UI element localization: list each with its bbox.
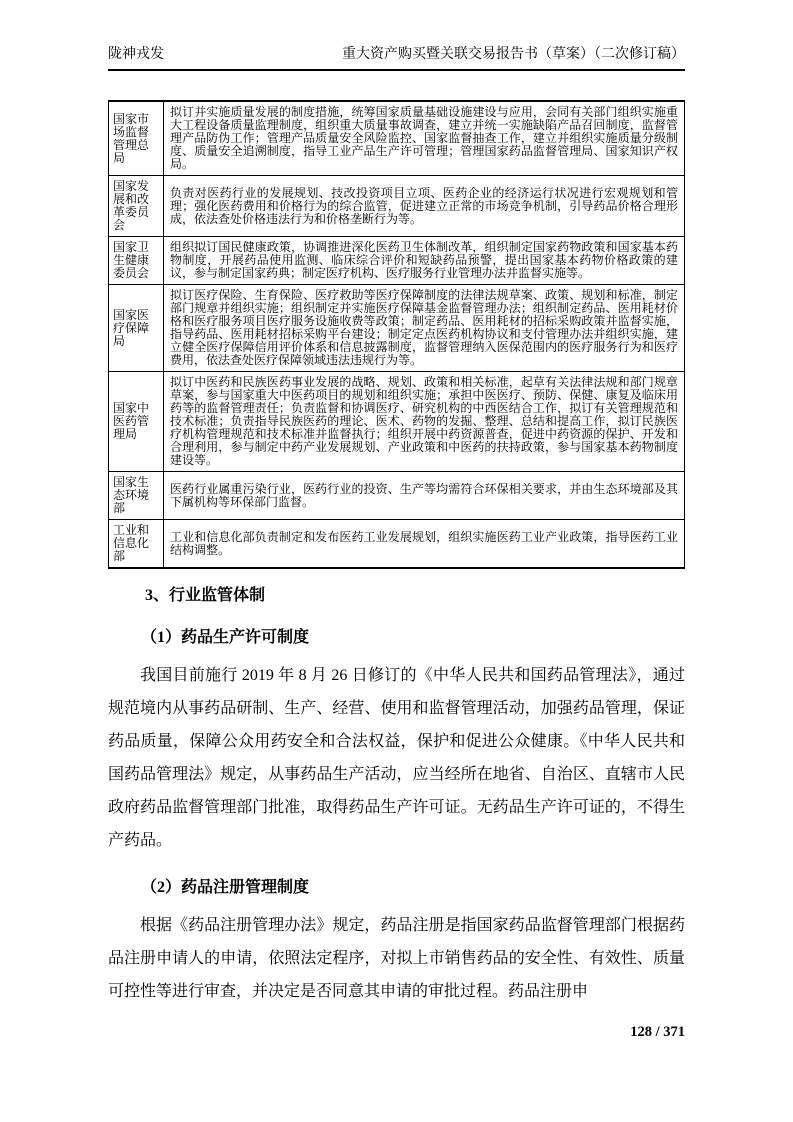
duty-cell: 拟订医疗保险、生育保险、医疗救助等医疗保障制度的法律法规草案、政策、规划和标准，制定部门规章并组织实施；组织制定并实施医疗保障基金监督管理办法；组织制定药品、医用耗材价格和医疗服务项目医疗服务设施收费等政策；制定药品、医用耗材的招标采购政策并监督实施，指导药品、医用耗材招标采购平台建设；制定定点医药机构协议和支付管理办法并组织实施，建立健全医疗保障信用评价体系和信息披露制度，监督管理纳入医保范围内的医疗服务行为和医疗费用，依法查处医疗保障领域违法违规行为等。 (164, 285, 685, 372)
table-row (109, 176, 685, 237)
paragraph-production-license: 我国目前施行 2019 年 8 月 26 日修订的《中华人民共和国药品管理法》，通过规范境内从事药品研制、生产、经营、使用和监督管理活动，加强药品管理，保证药品质量，保障公众用药安全和合法权益，保护和促进公众健康。《中华人民共和国药品管理法》规定，从事药品生产活动，应当经所在地省、自治区、直辖市人民政府药品监督管理部门批准，取得药品生产许可证。无药品生产许可证的，不得生产药品。 (108, 667, 685, 849)
subsection-heading-drug-registration: （2）药品注册管理制度 (141, 879, 310, 896)
header-company-name: 陇神戎发 (108, 47, 164, 62)
subsection-heading-production-license: （1）药品生产许可制度 (141, 629, 310, 646)
duty-cell: 工业和信息化部负责制定和发布医药工业发展规划，组织实施医药工业产业政策，指导医药工业结构调整。 (164, 520, 685, 569)
agency-cell: 国家医疗保障局 (109, 285, 164, 372)
page-header (108, 46, 685, 71)
duty-cell: 拟订中医药和民族医药事业发展的战略、规划、政策和相关标准，起草有关法律法规和部门规章草案，参与国家重大中医药项目的规划和组织实施；承担中医医疗、预防、保健、康复及临床用药等的监督管理责任；负责监督和协调医疗、研究机构的中西医结合工作，拟订有关管理规范和技术标准；负责指导民族医药的理论、医术、药物的发掘、整理、总结和提高工作，拟订民族医疗机构管理规范和技术标准并监督执行；组织开展中药资源普查，促进中药资源的保护、开发和合理利用，参与制定中药产业发展规划、产业政策和中医药的扶持政策，参与国家基本药物制度建设等。 (164, 372, 685, 472)
duty-cell: 医药行业属重污染行业，医药行业的投资、生产等均需符合环保相关要求，并由生态环境部及其下属机构等环保部门监督。 (164, 472, 685, 520)
agency-cell: 国家市场监督管理总局 (109, 101, 164, 176)
duty-cell: 负责对医药行业的发展规划、技改投资项目立项、医药企业的经济运行状况进行宏观规划和管理；强化医药费用和价格行为的综合监管，促进建立正常的市场竞争机制，引导药品价格合理形成，依法查处价格违法行为和价格垄断行为等。 (164, 176, 685, 237)
table-row (109, 372, 685, 472)
agency-cell: 国家卫生健康委员会 (109, 237, 164, 285)
agency-cell: 国家生态环境部 (109, 472, 164, 520)
header-report-title: 重大资产购买暨关联交易报告书（草案）（二次修订稿） (342, 47, 685, 62)
page-number: 128 / 371 (630, 1024, 685, 1040)
agency-cell: 国家中医药管理局 (109, 372, 164, 472)
duty-cell: 拟订并实施质量发展的制度措施，统筹国家质量基础设施建设与应用，会同有关部门组织实施重大工程设备质量监理制度，组织重大质量事故调查，建立并统一实施缺陷产品召回制度，监督管理产品防伪工作；管理产品质量安全风险监控、国家监督抽查工作，建立并组织实施质量分级制度、质量安全追溯制度，指导工业产品生产许可管理；管理国家药品监督管理局、国家知识产权局。 (164, 101, 685, 176)
table-row (109, 237, 685, 285)
regulatory-bodies-table (108, 100, 685, 569)
paragraph-drug-registration: 根据《药品注册管理办法》规定，药品注册是指国家药品监督管理部门根据药品注册申请人的申请，依照法定程序，对拟上市销售药品的安全性、有效性、质量可控性等进行审查，并决定是否同意其申请的审批过程。药品注册申 (108, 917, 685, 1000)
table-row (109, 520, 685, 569)
section-heading-industry-regulation: 3、行业监管体制 (145, 587, 266, 604)
table-row (109, 101, 685, 176)
table-row (109, 472, 685, 520)
agency-cell: 国家发展和改革委员会 (109, 176, 164, 237)
duty-cell: 组织拟订国民健康政策，协调推进深化医药卫生体制改革，组织制定国家药物政策和国家基本药物制度，开展药品使用监测、临床综合评价和短缺药品预警，提出国家基本药物价格政策的建议，参与制定国家药典；制定医疗机构、医疗服务行业管理办法并监督实施等。 (164, 237, 685, 285)
table-row (109, 285, 685, 372)
agency-cell: 工业和信息化部 (109, 520, 164, 569)
